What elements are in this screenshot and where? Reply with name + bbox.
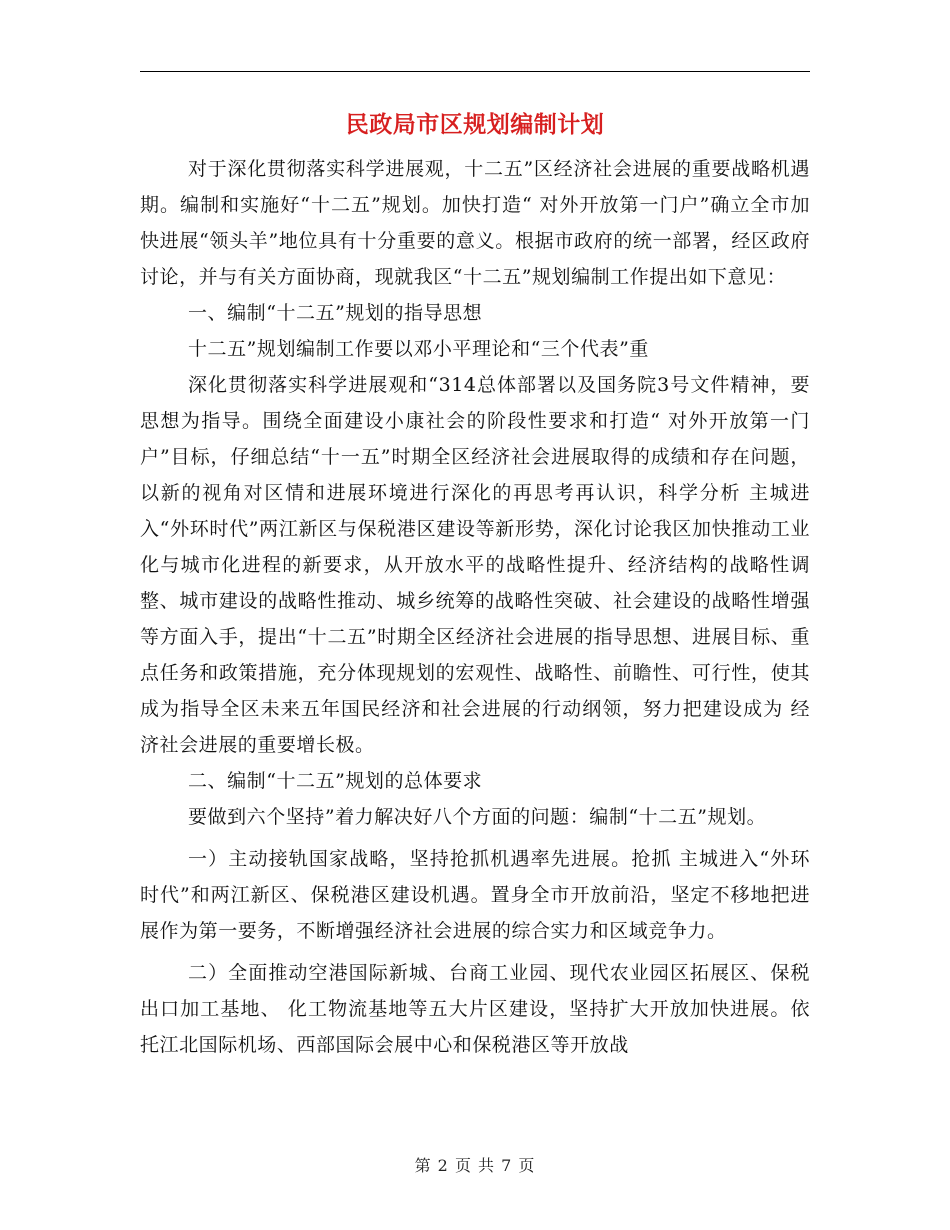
- header-rule: [140, 71, 810, 72]
- section-heading: 二、编制“十二五”规划的总体要求: [188, 770, 483, 792]
- paragraph: 二）全面推动空港国际新城、台商工业园、现代农业园区拓展区、保税出口加工基地、 化工物流基地等五大片区建设，坚持扩大开放加快进展。依托江北国际机场、西部国际会展中心和保税港区等开放战: [140, 962, 810, 1056]
- document-title: 民政局市区规划编制计划: [345, 112, 605, 138]
- section-heading: 一、编制“十二五”规划的指导思想: [188, 302, 483, 324]
- paragraph: 对于深化贯彻落实科学进展观，十二五”区经济社会进展的重要战略机遇期。编制和实施好“十二五”规划。加快打造“ 对外开放第一门户”确立全市加快进展“领头羊”地位具有十分重要的意义。根据市政府的统一部署，经区政府讨论，并与有关方面协商，现就我区“十二五”规划编制工作提出如下意见：: [140, 158, 810, 288]
- paragraph: 要做到六个坚持”着力解决好八个方面的问题：编制“十二五”规划。: [188, 806, 767, 828]
- paragraph: 一）主动接轨国家战略，坚持抢抓机遇率先进展。抢抓 主城进入“外环时代”和两江新区、保税港区建设机遇。置身全市开放前沿，坚定不移地把进展作为第一要务，不断增强经济社会进展的综合实力和区域竞争力。: [140, 848, 810, 942]
- document-body: [140, 151, 810, 1063]
- paragraph: 深化贯彻落实科学进展观和“314总体部署以及国务院3号文件精神，要思想为指导。围绕全面建设小康社会的阶段性要求和打造“ 对外开放第一门户”目标，仔细总结“十一五”时期全区经济社会进展取得的成绩和存在问题，以新的视角对区情和进展环境进行深化的再思考再认识，科学分析 主城进入“外环时代”两江新区与保税港区建设等新形势，深化讨论我区加快推动工业化与城市化进程的新要求，从开放水平的战略性提升、经济结构的战略性调整、城市建设的战略性推动、城乡统筹的战略性突破、社会建设的战略性增强等方面入手，提出“十二五”时期全区经济社会进展的指导思想、进展目标、重点任务和政策措施，充分体现规划的宏观性、战略性、前瞻性、可行性，使其成为指导全区未来五年国民经济和社会进展的行动纲领，努力把建设成为 经济社会进展的重要增长极。: [140, 374, 810, 756]
- paragraph: 十二五”规划编制工作要以邓小平理论和“三个代表”重: [188, 338, 649, 360]
- page-number: 第 2 页 共 7 页: [414, 1156, 536, 1175]
